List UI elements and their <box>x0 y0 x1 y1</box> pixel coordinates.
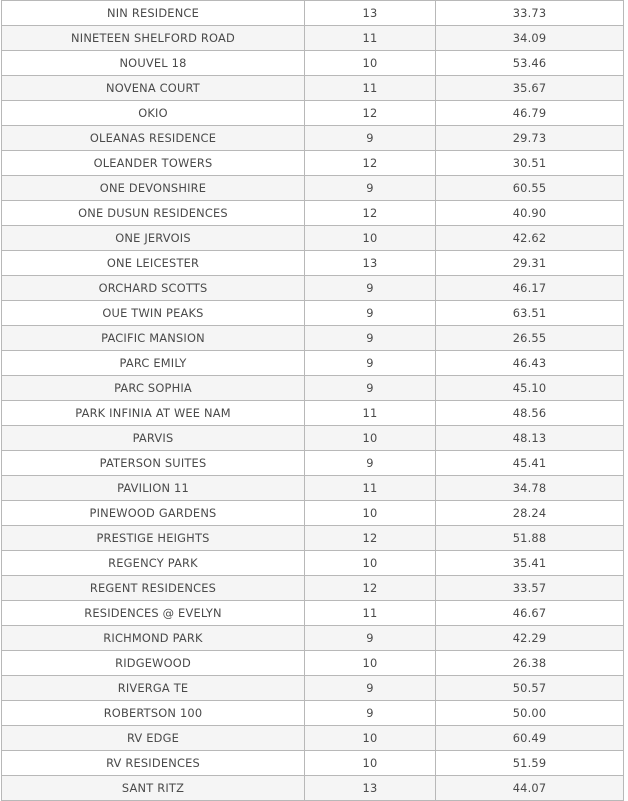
table-row <box>2 651 624 676</box>
table-row <box>2 776 624 801</box>
floor-level-cell: 10 <box>305 751 436 776</box>
development-name-cell: NINETEEN SHELFORD ROAD <box>2 26 305 51</box>
development-name-cell: OLEANAS RESIDENCE <box>2 126 305 151</box>
table-row <box>2 276 624 301</box>
table-row <box>2 401 624 426</box>
price-value-cell: 51.59 <box>436 751 624 776</box>
price-value-cell: 29.73 <box>436 126 624 151</box>
table-row <box>2 726 624 751</box>
development-name-cell: RIDGEWOOD <box>2 651 305 676</box>
table-row <box>2 176 624 201</box>
table-body <box>2 1 624 801</box>
table-row <box>2 201 624 226</box>
floor-level-cell: 9 <box>305 701 436 726</box>
development-name-cell: SANT RITZ <box>2 776 305 801</box>
table-row <box>2 26 624 51</box>
development-name-cell: RESIDENCES @ EVELYN <box>2 601 305 626</box>
floor-level-cell: 9 <box>305 626 436 651</box>
price-value-cell: 46.17 <box>436 276 624 301</box>
price-value-cell: 50.00 <box>436 701 624 726</box>
floor-level-cell: 9 <box>305 301 436 326</box>
development-name-cell: RV EDGE <box>2 726 305 751</box>
price-value-cell: 28.24 <box>436 501 624 526</box>
development-name-cell: PARC EMILY <box>2 351 305 376</box>
condo-data-table <box>1 0 624 801</box>
price-value-cell: 42.29 <box>436 626 624 651</box>
floor-level-cell: 9 <box>305 126 436 151</box>
development-name-cell: ONE LEICESTER <box>2 251 305 276</box>
price-value-cell: 45.41 <box>436 451 624 476</box>
table-row <box>2 226 624 251</box>
table-row <box>2 351 624 376</box>
floor-level-cell: 11 <box>305 76 436 101</box>
floor-level-cell: 11 <box>305 601 436 626</box>
table-row <box>2 326 624 351</box>
table-row <box>2 151 624 176</box>
price-value-cell: 34.09 <box>436 26 624 51</box>
development-name-cell: ONE JERVOIS <box>2 226 305 251</box>
price-value-cell: 51.88 <box>436 526 624 551</box>
table-row <box>2 601 624 626</box>
price-value-cell: 29.31 <box>436 251 624 276</box>
price-value-cell: 48.56 <box>436 401 624 426</box>
development-name-cell: RICHMOND PARK <box>2 626 305 651</box>
floor-level-cell: 10 <box>305 226 436 251</box>
floor-level-cell: 11 <box>305 401 436 426</box>
floor-level-cell: 10 <box>305 651 436 676</box>
price-value-cell: 50.57 <box>436 676 624 701</box>
price-value-cell: 46.79 <box>436 101 624 126</box>
price-value-cell: 34.78 <box>436 476 624 501</box>
floor-level-cell: 10 <box>305 501 436 526</box>
development-name-cell: PINEWOOD GARDENS <box>2 501 305 526</box>
price-value-cell: 42.62 <box>436 226 624 251</box>
floor-level-cell: 12 <box>305 576 436 601</box>
development-name-cell: ONE DEVONSHIRE <box>2 176 305 201</box>
table-row <box>2 1 624 26</box>
price-value-cell: 33.73 <box>436 1 624 26</box>
price-value-cell: 45.10 <box>436 376 624 401</box>
development-name-cell: NIN RESIDENCE <box>2 1 305 26</box>
floor-level-cell: 11 <box>305 26 436 51</box>
price-value-cell: 46.67 <box>436 601 624 626</box>
table-row <box>2 551 624 576</box>
floor-level-cell: 9 <box>305 676 436 701</box>
development-name-cell: PAVILION 11 <box>2 476 305 501</box>
development-name-cell: NOVENA COURT <box>2 76 305 101</box>
table-row <box>2 301 624 326</box>
floor-level-cell: 13 <box>305 1 436 26</box>
floor-level-cell: 12 <box>305 201 436 226</box>
development-name-cell: REGENCY PARK <box>2 551 305 576</box>
price-value-cell: 44.07 <box>436 776 624 801</box>
table-row <box>2 676 624 701</box>
development-name-cell: REGENT RESIDENCES <box>2 576 305 601</box>
price-value-cell: 33.57 <box>436 576 624 601</box>
table-row <box>2 451 624 476</box>
development-name-cell: OKIO <box>2 101 305 126</box>
floor-level-cell: 12 <box>305 101 436 126</box>
table-row <box>2 76 624 101</box>
floor-level-cell: 9 <box>305 276 436 301</box>
price-value-cell: 46.43 <box>436 351 624 376</box>
development-name-cell: PACIFIC MANSION <box>2 326 305 351</box>
price-value-cell: 26.38 <box>436 651 624 676</box>
development-name-cell: PRESTIGE HEIGHTS <box>2 526 305 551</box>
development-name-cell: RIVERGA TE <box>2 676 305 701</box>
table-row <box>2 376 624 401</box>
development-name-cell: RV RESIDENCES <box>2 751 305 776</box>
floor-level-cell: 9 <box>305 326 436 351</box>
floor-level-cell: 11 <box>305 476 436 501</box>
development-name-cell: PATERSON SUITES <box>2 451 305 476</box>
price-value-cell: 30.51 <box>436 151 624 176</box>
table-row <box>2 701 624 726</box>
development-name-cell: ROBERTSON 100 <box>2 701 305 726</box>
floor-level-cell: 12 <box>305 151 436 176</box>
price-value-cell: 26.55 <box>436 326 624 351</box>
price-value-cell: 48.13 <box>436 426 624 451</box>
price-value-cell: 60.55 <box>436 176 624 201</box>
table-row <box>2 751 624 776</box>
price-value-cell: 60.49 <box>436 726 624 751</box>
development-name-cell: ONE DUSUN RESIDENCES <box>2 201 305 226</box>
table-row <box>2 126 624 151</box>
floor-level-cell: 12 <box>305 526 436 551</box>
table-row <box>2 101 624 126</box>
table-row <box>2 501 624 526</box>
price-value-cell: 53.46 <box>436 51 624 76</box>
floor-level-cell: 9 <box>305 376 436 401</box>
table-row <box>2 476 624 501</box>
development-name-cell: NOUVEL 18 <box>2 51 305 76</box>
table-row <box>2 526 624 551</box>
development-name-cell: OLEANDER TOWERS <box>2 151 305 176</box>
price-value-cell: 63.51 <box>436 301 624 326</box>
table-row <box>2 626 624 651</box>
floor-level-cell: 9 <box>305 176 436 201</box>
development-name-cell: PARC SOPHIA <box>2 376 305 401</box>
floor-level-cell: 9 <box>305 451 436 476</box>
floor-level-cell: 13 <box>305 776 436 801</box>
development-name-cell: PARVIS <box>2 426 305 451</box>
table-row <box>2 426 624 451</box>
table-row <box>2 576 624 601</box>
development-name-cell: ORCHARD SCOTTS <box>2 276 305 301</box>
table-row <box>2 51 624 76</box>
floor-level-cell: 9 <box>305 351 436 376</box>
floor-level-cell: 13 <box>305 251 436 276</box>
price-value-cell: 35.41 <box>436 551 624 576</box>
floor-level-cell: 10 <box>305 551 436 576</box>
floor-level-cell: 10 <box>305 426 436 451</box>
development-name-cell: OUE TWIN PEAKS <box>2 301 305 326</box>
price-value-cell: 40.90 <box>436 201 624 226</box>
floor-level-cell: 10 <box>305 726 436 751</box>
floor-level-cell: 10 <box>305 51 436 76</box>
table-row <box>2 251 624 276</box>
development-name-cell: PARK INFINIA AT WEE NAM <box>2 401 305 426</box>
price-value-cell: 35.67 <box>436 76 624 101</box>
